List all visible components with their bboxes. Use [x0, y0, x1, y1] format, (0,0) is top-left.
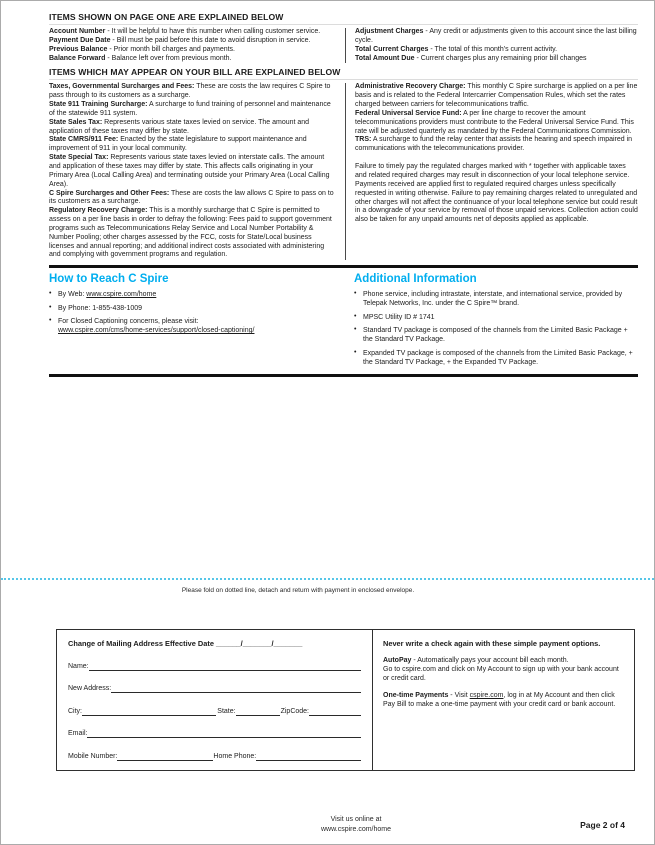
definition-item — [49, 119, 336, 137]
definition-description: Current charges plus any remaining prior bill changes — [420, 54, 587, 62]
definition-term: State CMRS/911 Fee: — [49, 136, 119, 144]
separator: - — [423, 28, 430, 35]
list-item — [49, 304, 336, 313]
payment-options-title: Never write a check again with these simple payment options. — [383, 639, 601, 648]
footer-visit — [251, 815, 461, 834]
form-row-new-address — [68, 685, 361, 693]
definition-item — [49, 28, 336, 37]
additional-info-text: MPSC Utility ID # 1741 — [363, 313, 435, 321]
definition-term: Payment Due Date — [49, 36, 111, 44]
definition-term: Adjustment Charges — [355, 28, 424, 35]
definition-term: Previous Balance — [49, 45, 108, 53]
additional-info-text: Phone service, including intrastate, interstate, and international service, provided by Telepak Networks, Inc. under the C Spire™ brand. — [363, 291, 623, 308]
separator: - — [428, 45, 435, 53]
closed-captioning-prefix: For Closed Captioning concerns, please visit: — [58, 318, 199, 326]
divider — [49, 265, 638, 268]
email-label: Email: — [68, 730, 88, 737]
definition-description: These are costs the law allows C Spire to pass on to its customers as a surcharge. — [49, 189, 334, 206]
section2-right-column — [345, 83, 638, 260]
definition-item — [49, 83, 336, 101]
definition-description: The total of this month's current activity. — [434, 45, 558, 53]
date-blanks: ______/_______/_______ — [216, 639, 303, 648]
form-row-name — [68, 663, 361, 671]
definition-item — [49, 154, 336, 189]
list-item — [354, 313, 638, 322]
definition-description: Represents various state taxes levied on interstate calls. The amount and application of these taxes may differ by state. This affects calls originating in your Primary Area (Local Calling Area) and terminating outside your Primary Area (Local Calling Area). — [49, 154, 330, 188]
bullet-icon: • — [49, 290, 52, 298]
definition-item — [355, 110, 638, 137]
definition-item — [49, 55, 336, 64]
list-item — [49, 317, 336, 335]
page-indicator: Page 2 of 4 — [580, 820, 625, 830]
visit-us-text: Visit us online at — [330, 816, 382, 823]
definition-description: It will be helpful to have this number when calling customer service. — [111, 28, 321, 35]
definition-item — [49, 207, 336, 260]
info-columns — [49, 270, 638, 371]
definition-description: A surcharge to fund training of personnel and maintenance of the statewide 911 system. — [49, 101, 331, 117]
blank-line — [256, 753, 361, 761]
separator: - — [107, 45, 114, 53]
definition-item — [355, 28, 638, 46]
autopay-paragraph — [383, 656, 624, 683]
additional-info-section — [345, 270, 638, 371]
separator: - — [110, 36, 117, 44]
section1-right-column — [345, 28, 638, 63]
definition-item — [49, 37, 336, 46]
divider — [49, 374, 638, 377]
list-item — [354, 349, 638, 367]
definition-term: Taxes, Governmental Surcharges and Fees: — [49, 83, 195, 91]
blank-line — [309, 708, 361, 716]
definition-term: Total Current Charges — [355, 45, 429, 53]
blank-line — [117, 753, 213, 761]
definition-description: A per line charge to recover the amount telecommunications providers must contribute to the Federal Universal Service Fund. This rate will be adjusted quarterly as mandated by the Federal Communications Commission. — [355, 109, 634, 135]
definition-term: TRS: — [355, 136, 372, 144]
city-label: City: — [68, 707, 82, 715]
definition-item — [49, 101, 336, 119]
how-to-reach-header: How to Reach C Spire — [49, 273, 169, 286]
additional-info-header: Additional Information — [354, 273, 477, 286]
fold-notice: Please fold on dotted line, detach and return with payment in enclosed envelope. — [181, 587, 415, 594]
fold-dotted-line — [1, 578, 654, 580]
change-of-address-form — [57, 630, 372, 770]
home-phone-label: Home Phone: — [213, 752, 257, 760]
mobile-number-label: Mobile Number: — [68, 752, 118, 760]
definition-term: Account Number — [49, 28, 106, 35]
definition-item — [49, 46, 336, 55]
definition-description: Balance left over from previous month. — [111, 54, 232, 62]
cspire-link[interactable]: cspire.com — [469, 692, 504, 699]
onetime-term: One-time Payments — [383, 692, 449, 699]
by-phone-text: By Phone: 1-855-438-1009 — [58, 304, 143, 312]
list-item — [49, 290, 336, 299]
blank-line — [89, 663, 361, 671]
closed-captioning-text — [58, 317, 254, 335]
definition-item — [355, 46, 638, 55]
definition-term: Federal Universal Service Fund: — [355, 109, 462, 117]
visit-url: www.cspire.com/home — [320, 825, 392, 833]
definition-term: Total Amount Due — [355, 54, 415, 62]
separator: - — [105, 54, 112, 62]
section2-columns — [49, 83, 638, 260]
list-item — [354, 290, 638, 308]
blank-line — [236, 708, 280, 716]
state-label: State: — [217, 707, 236, 715]
definition-description: Prior month bill charges and payments. — [113, 45, 236, 53]
onetime-post-text: , log in at My Account and then click Pay Bill to make a one-time payment with your credit card or bank account. — [383, 692, 616, 708]
autopay-description-line2: Go to cspire.com and click on My Account to sign up with your bank account or credit card. — [383, 666, 619, 682]
separator: - — [411, 657, 418, 664]
web-link[interactable]: www.cspire.com/home — [86, 291, 157, 299]
bill-content — [49, 12, 638, 377]
how-to-reach-section — [49, 270, 345, 371]
form-row-phones — [68, 753, 361, 761]
blank-line — [87, 730, 361, 738]
definition-description: This is a monthly surcharge that C Spire is permitted to assess on a per line basis in order to defray the following: Fees paid to support government programs such as Telecommunications Relay Service and Local Number Portability & Number Pooling; other charges assessed by the FCC, costs for State/Local business licenses and annual reporting; and additional indirect costs associated with administering and complying with government programs and regulation. — [49, 207, 332, 259]
section1-columns — [49, 28, 638, 63]
definition-term: State Special Tax: — [49, 154, 109, 162]
section1-header: ITEMS SHOWN ON PAGE ONE ARE EXPLAINED BELOW — [49, 12, 638, 25]
definition-item — [355, 83, 638, 110]
section1-left-column — [49, 28, 345, 63]
onetime-paragraph — [383, 691, 624, 709]
definition-term: Administrative Recovery Charge: — [355, 83, 466, 91]
additional-info-text: Standard TV package is composed of the channels from the Limited Basic Package + the Standard TV Package. — [363, 327, 628, 344]
form-row-city-state-zip — [68, 708, 361, 716]
definition-term: State Sales Tax: — [49, 118, 103, 126]
form-row-email — [68, 730, 361, 738]
autopay-term: AutoPay — [383, 657, 412, 664]
detach-section — [56, 629, 635, 771]
definition-item — [49, 190, 336, 208]
definition-description: This monthly C Spire surcharge is applied on a per line basis and is related to the Federal Intercarrier Compensation Rules, which set the rates charged between carriers for telecommunications traffic. — [355, 83, 638, 109]
separator: - — [105, 28, 112, 35]
autopay-description: Automatically pays your account bill each month. — [417, 657, 569, 664]
closed-captioning-link[interactable]: www.cspire.com/cms/home-services/support/closed-captioning/ — [58, 327, 255, 335]
blank-line — [111, 685, 361, 693]
definition-term: C Spire Surcharges and Other Fees: — [49, 189, 170, 197]
definition-description: Enacted by the state legislature to support maintenance and improvement of 911 in your local community. — [49, 136, 307, 153]
address-form-title-text: Change of Mailing Address Effective Date — [68, 639, 214, 648]
definition-item — [49, 136, 336, 154]
address-form-title — [68, 639, 361, 648]
definition-term: State 911 Training Surcharge: — [49, 101, 148, 109]
regulated-charges-paragraph: Failure to timely pay the regulated charges marked with * together with applicable taxes and related required charges may result in disconnection of your local telephone service. Payments received are applied first to regulated required charges unless specifically requested in writing otherwise. Failure to pay remaining charges related to unregulated and other charges will not affect the continuance of your local telephone service but could result in a downgrade of your service by removal of those unpaid services. Collection action could also be taken for any unpaid amounts net of deposits applied as applicable. — [355, 163, 638, 224]
payment-options-panel — [372, 630, 634, 770]
bullet-icon: • — [49, 317, 52, 325]
definition-item — [355, 136, 638, 154]
definition-item — [355, 55, 638, 64]
by-web-prefix: By Web: — [58, 291, 87, 299]
bullet-icon: • — [354, 326, 357, 334]
bullet-icon: • — [354, 348, 357, 356]
list-item — [354, 326, 638, 344]
bullet-icon: • — [354, 290, 357, 298]
definition-term: Balance Forward — [49, 54, 106, 62]
by-web-text — [58, 290, 156, 299]
blank-line — [82, 708, 216, 716]
definition-description: Represents various state taxes levied on service. The amount and application of these taxes may differ by state. — [49, 118, 310, 135]
new-address-label: New Address: — [68, 685, 112, 692]
definition-description: These are costs the law requires C Spire to pass through to its customers as a surcharge. — [49, 83, 331, 100]
bullet-icon: • — [49, 303, 52, 311]
name-label: Name: — [68, 662, 89, 670]
onetime-pre-text: - Visit — [448, 692, 470, 699]
section2 — [49, 67, 638, 260]
zip-label: ZipCode: — [280, 707, 309, 715]
bullet-icon: • — [354, 312, 357, 320]
section2-left-column — [49, 83, 345, 260]
definition-term: Regulatory Recovery Charge: — [49, 207, 148, 215]
additional-info-text: Expanded TV package is composed of the channels from the Limited Basic Package, + the Standard TV Package, + the Expanded TV Package. — [363, 349, 633, 366]
separator: - — [414, 54, 421, 62]
definition-description: A surcharge to fund the relay center that assists the hearing and speech impaired in communications with the telecommunications provider. — [355, 136, 633, 153]
definition-description: Any credit or adjustments given to this account since the last billing cycle. — [355, 28, 637, 44]
definition-description: Bill must be paid before this date to avoid disruption in service. — [116, 36, 311, 44]
section2-header: ITEMS WHICH MAY APPEAR ON YOUR BILL ARE EXPLAINED BELOW — [49, 67, 638, 80]
